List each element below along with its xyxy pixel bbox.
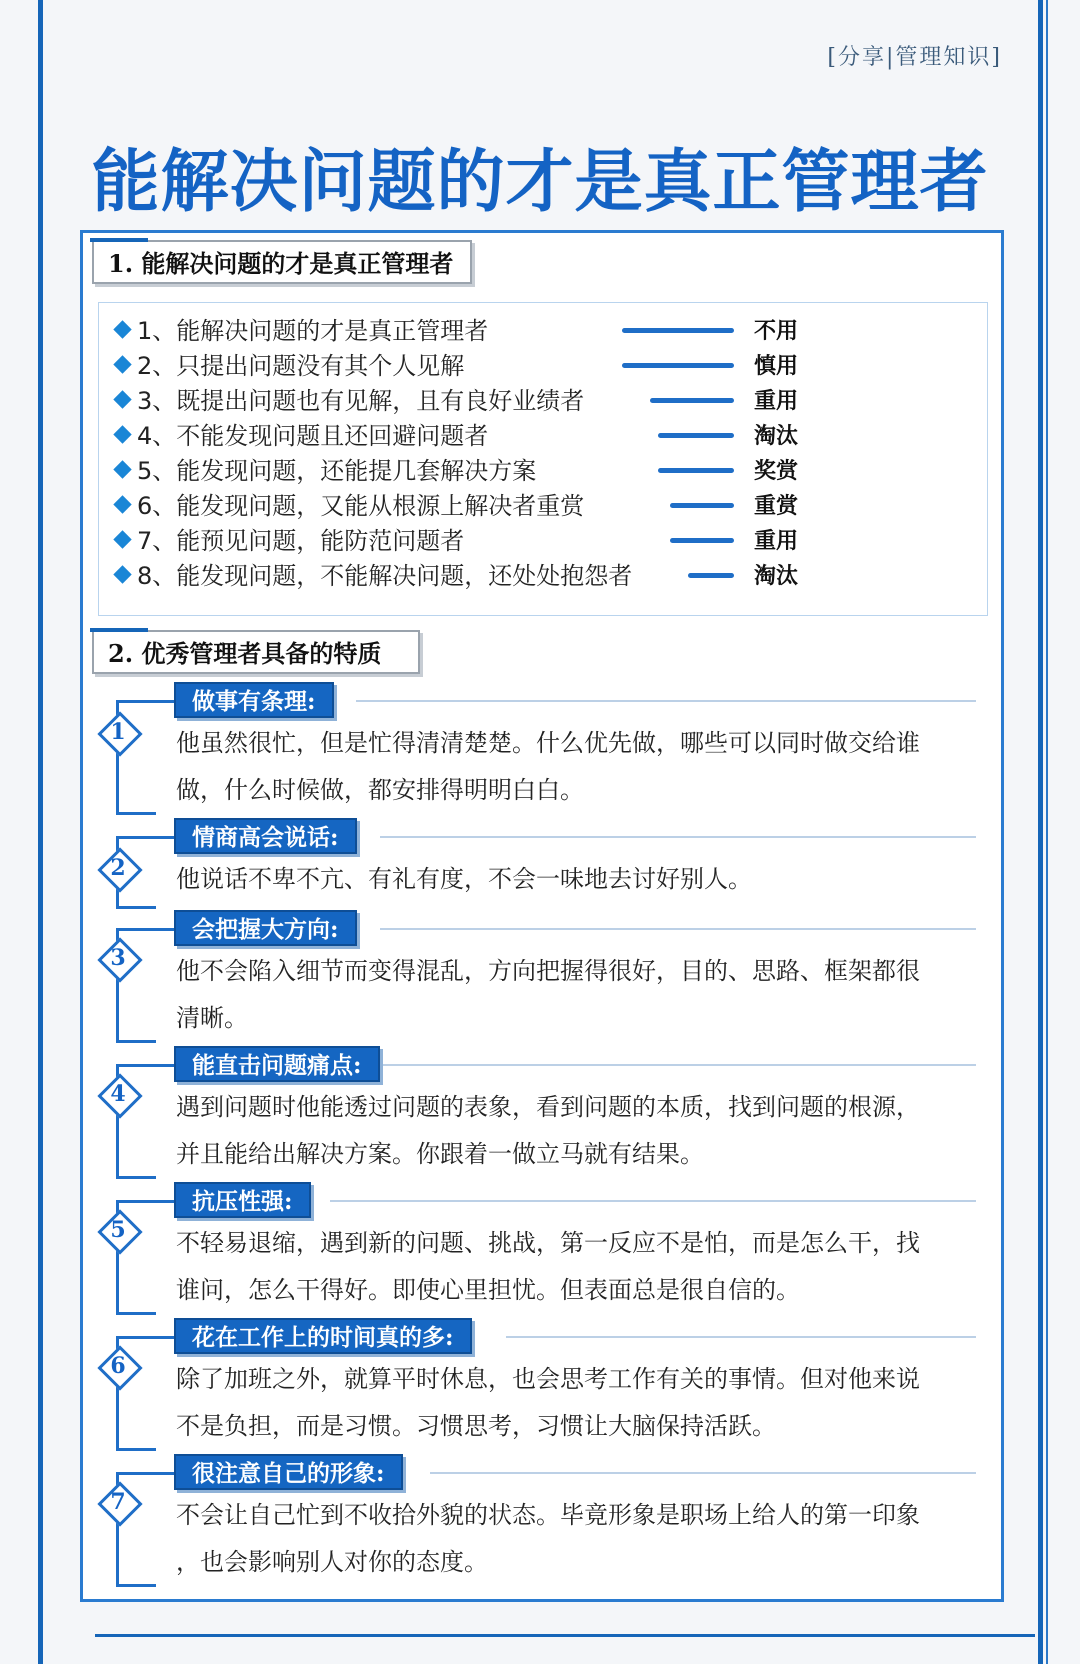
trait-bracket-bottom	[116, 906, 156, 909]
list-item-result: 淘汰	[754, 563, 799, 589]
trait-line: 不轻易退缩，遇到新的问题、挑战，第一反应不是怕，而是怎么干，找	[176, 1229, 920, 1257]
trait-line: 他虽然很忙，但是忙得清清楚楚。什么优先做，哪些可以同时做交给谁	[176, 729, 920, 757]
trait-heading: 很注意自己的形象:	[174, 1454, 403, 1490]
list-item	[110, 558, 980, 594]
frame-left-border	[38, 0, 43, 1664]
trait-bracket-top	[116, 1064, 176, 1067]
connector-line	[622, 328, 734, 333]
trait-header-rule	[430, 1472, 976, 1474]
trait-number: 7	[110, 1489, 126, 1515]
trait-number-badge	[100, 1076, 136, 1112]
trait-line: 他不会陷入细节而变得混乱，方向把握得很好，目的、思路、框架都很	[176, 957, 920, 985]
frame-right-border	[1038, 0, 1043, 1664]
trait-bracket-top	[116, 928, 176, 931]
trait-number-badge	[100, 1212, 136, 1248]
list-item-text: 2、只提出问题没有其个人见解	[137, 352, 465, 380]
connector-line	[670, 503, 734, 508]
diamond-bullet-icon	[113, 425, 131, 443]
trait-heading: 会把握大方向:	[174, 910, 357, 946]
trait-line: 做，什么时候做，都安排得明明白白。	[176, 776, 584, 804]
trait-bracket-top	[116, 1200, 176, 1203]
frame-bottom-line	[95, 1634, 1035, 1637]
list-item-text: 4、不能发现问题且还回避问题者	[137, 422, 489, 450]
list-item-text: 3、既提出问题也有见解，且有良好业绩者	[137, 387, 585, 415]
section2-title-text: 2. 优秀管理者具备的特质	[108, 639, 382, 668]
trait-number: 5	[110, 1217, 126, 1243]
connector-line	[650, 398, 734, 403]
trait-header-rule	[330, 1200, 976, 1202]
trait-bracket-top	[116, 1336, 176, 1339]
trait-number-badge	[100, 1348, 136, 1384]
trait-heading: 情商高会说话:	[174, 818, 357, 854]
section1-title-accent	[90, 238, 148, 242]
trait-header-rule	[506, 1336, 976, 1338]
trait-bracket-bottom	[116, 1312, 156, 1315]
trait-number: 3	[110, 945, 126, 971]
trait-line: 并且能给出解决方案。你跟着一做立马就有结果。	[176, 1140, 704, 1168]
list-item-text: 1、能解决问题的才是真正管理者	[137, 317, 489, 345]
trait-bracket-bottom	[116, 1040, 156, 1043]
trait-bracket-top	[116, 700, 176, 703]
diamond-bullet-icon	[113, 565, 131, 583]
list-item-result: 重赏	[754, 493, 799, 519]
trait-description	[176, 1084, 966, 1178]
trait-line: ，也会影响别人对你的态度。	[176, 1548, 488, 1576]
trait-header-rule	[356, 700, 976, 702]
list-item	[110, 313, 980, 349]
list-item	[110, 488, 980, 524]
trait-header-rule	[380, 836, 976, 838]
section1-title-text: 1. 能解决问题的才是真正管理者	[108, 249, 454, 278]
list-item	[110, 418, 980, 454]
frame-right-border-inner	[1046, 0, 1048, 1664]
trait-bracket-bottom	[116, 1448, 156, 1451]
trait-description	[176, 720, 966, 814]
section2-title-accent	[90, 628, 148, 632]
section1-title	[92, 240, 472, 284]
trait-line: 不会让自己忙到不收拾外貌的状态。毕竟形象是职场上给人的第一印象	[176, 1501, 920, 1529]
trait-number: 1	[110, 719, 126, 745]
trait-line: 清晰。	[176, 1004, 248, 1032]
list-item-text: 7、能预见问题，能防范问题者	[137, 527, 465, 555]
trait-description	[176, 1220, 966, 1314]
trait-header-rule	[380, 1064, 976, 1066]
trait-bracket-bottom	[116, 1176, 156, 1179]
list-item-result: 慎用	[754, 353, 799, 379]
list-item-result: 重用	[754, 528, 799, 554]
trait-description	[176, 1492, 966, 1586]
trait-bracket-bottom	[116, 812, 156, 815]
trait-bracket-top	[116, 1472, 176, 1475]
trait-number: 4	[110, 1081, 126, 1107]
section2-title	[92, 630, 420, 674]
trait-line: 不是负担，而是习惯。习惯思考，习惯让大脑保持活跃。	[176, 1412, 776, 1440]
list-item-result: 重用	[754, 388, 799, 414]
trait-number: 2	[110, 855, 126, 881]
diamond-bullet-icon	[113, 460, 131, 478]
list-item	[110, 348, 980, 384]
trait-heading: 做事有条理:	[174, 682, 334, 718]
diamond-bullet-icon	[113, 390, 131, 408]
trait-description	[176, 856, 966, 903]
connector-line	[670, 538, 734, 543]
page-title: 能解决问题的才是真正管理者	[91, 142, 989, 222]
list-item-result: 奖赏	[754, 458, 799, 484]
list-item	[110, 383, 980, 419]
list-item-result: 淘汰	[754, 423, 799, 449]
trait-line: 遇到问题时他能透过问题的表象，看到问题的本质，找到问题的根源，	[176, 1093, 920, 1121]
trait-header-rule	[380, 928, 976, 930]
list-item-result: 不用	[754, 318, 799, 344]
trait-description	[176, 948, 966, 1042]
diamond-bullet-icon	[113, 530, 131, 548]
connector-line	[622, 363, 734, 368]
trait-number-badge	[100, 1484, 136, 1520]
trait-heading: 抗压性强:	[174, 1182, 311, 1218]
trait-heading: 能直击问题痛点:	[174, 1046, 380, 1082]
trait-number-badge	[100, 850, 136, 886]
trait-line: 除了加班之外，就算平时休息，也会思考工作有关的事情。但对他来说	[176, 1365, 920, 1393]
trait-line: 谁问，怎么干得好。即使心里担忧。但表面总是很自信的。	[176, 1276, 800, 1304]
list-item-text: 8、能发现问题，不能解决问题，还处处抱怨者	[137, 562, 633, 590]
diamond-bullet-icon	[113, 355, 131, 373]
diamond-bullet-icon	[113, 495, 131, 513]
trait-number: 6	[110, 1353, 126, 1379]
connector-line	[658, 468, 734, 473]
diamond-bullet-icon	[113, 320, 131, 338]
list-item-text: 5、能发现问题，还能提几套解决方案	[137, 457, 537, 485]
connector-line	[688, 573, 734, 578]
trait-description	[176, 1356, 966, 1450]
trait-bracket-bottom	[116, 1584, 156, 1587]
trait-number-badge	[100, 714, 136, 750]
list-item	[110, 453, 980, 489]
connector-line	[658, 433, 734, 438]
trait-number-badge	[100, 940, 136, 976]
trait-heading: 花在工作上的时间真的多:	[174, 1318, 472, 1354]
list-item	[110, 523, 980, 559]
trait-bracket-top	[116, 836, 176, 839]
category-tag: [分享|管理知识]	[827, 45, 1002, 70]
list-item-text: 6、能发现问题，又能从根源上解决者重赏	[137, 492, 585, 520]
trait-line: 他说话不卑不亢、有礼有度，不会一味地去讨好别人。	[176, 865, 752, 893]
